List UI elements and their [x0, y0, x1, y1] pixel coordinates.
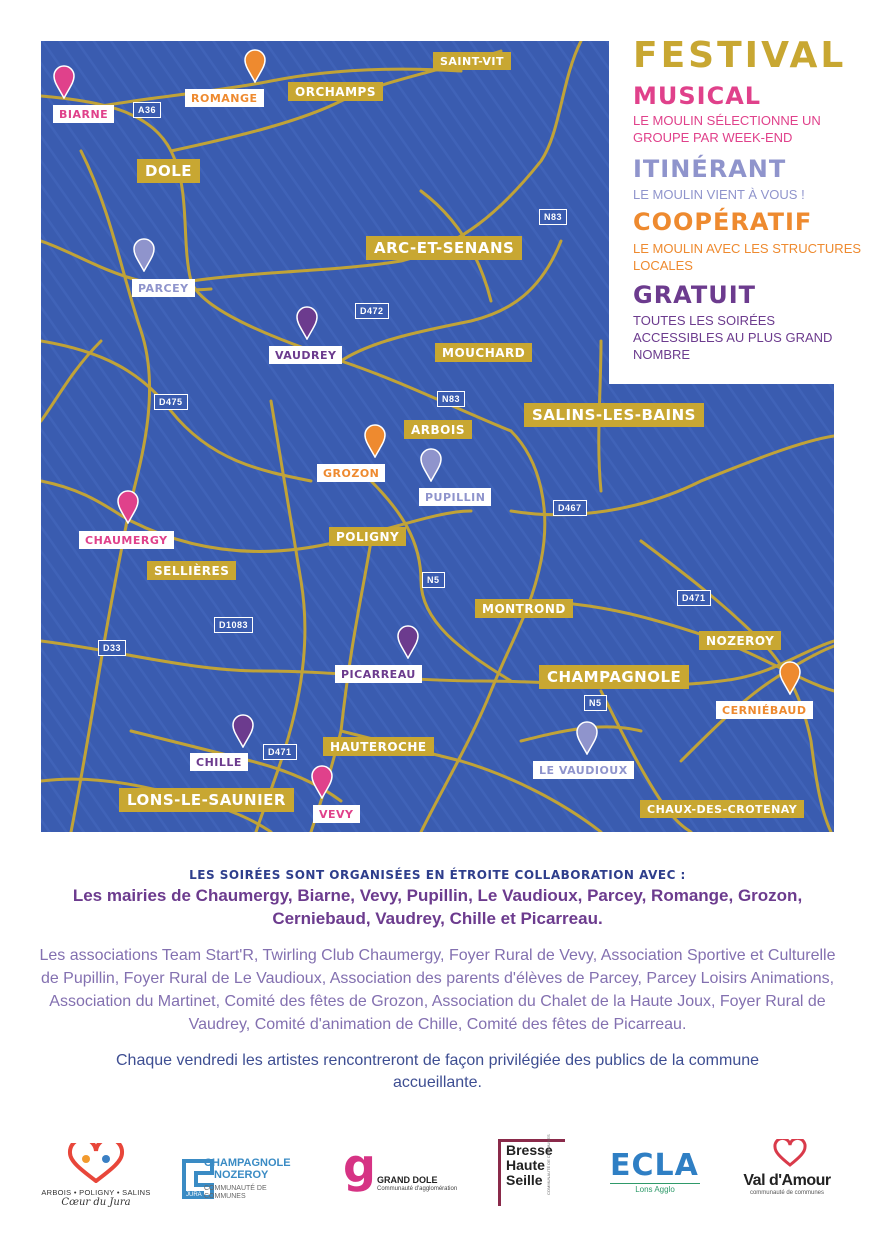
- logo-text: ARBOIS • POLIGNY • SALINS: [41, 1188, 151, 1197]
- road-label: D467: [553, 500, 587, 516]
- map-pin-icon[interactable]: [117, 490, 139, 524]
- logo-text: ECLA: [610, 1148, 699, 1183]
- logo-champagnole-nozeroy[interactable]: [180, 1155, 305, 1210]
- road-label: N83: [539, 209, 567, 225]
- logo-text: COMMUNAUTÉ DE COMMUNES: [546, 1134, 551, 1195]
- village-label-chille[interactable]: CHILLE: [190, 753, 248, 771]
- town-label-arbois: ARBOIS: [404, 420, 472, 439]
- logo-bresse-haute-seille[interactable]: [498, 1134, 568, 1209]
- map-pin-icon[interactable]: [296, 306, 318, 340]
- partner-logos: [0, 1135, 875, 1225]
- town-label-hauteroche: HAUTEROCHE: [323, 737, 434, 756]
- panel-title: FESTIVAL: [633, 35, 847, 76]
- road-label: N83: [437, 391, 465, 407]
- panel-heading-musical: MUSICAL: [633, 82, 762, 110]
- logo-text: COMMUNAUTÉ DE COMMUNES: [204, 1185, 267, 1200]
- logo-text: g: [343, 1139, 376, 1193]
- logo-text: communauté de communes: [749, 1190, 825, 1196]
- town-label-orchamps: ORCHAMPS: [288, 82, 383, 101]
- village-label-chaumergy[interactable]: CHAUMERGY: [79, 531, 174, 549]
- village-label-vevy[interactable]: VEVY: [313, 805, 360, 823]
- town-label-lons-le-saunier: LONS-LE-SAUNIER: [119, 788, 294, 812]
- vendredi-paragraph: Chaque vendredi les artistes rencontreront de façon privilégiée des publics de la commune accueillante.: [115, 1052, 760, 1091]
- heart-icon: [40, 1143, 152, 1183]
- logo-grand-dole[interactable]: [343, 1139, 463, 1209]
- logo-text: Communauté d'agglomération: [377, 1186, 458, 1192]
- map-pin-icon[interactable]: [576, 721, 598, 755]
- road-label: D471: [677, 590, 711, 606]
- map-pin-icon[interactable]: [420, 448, 442, 482]
- village-label-pupillin[interactable]: PUPILLIN: [419, 488, 491, 506]
- logo-text: NOZEROY: [214, 1169, 269, 1181]
- panel-text-cooperatif: LE MOULIN AVEC LES STRUCTURES LOCALES: [633, 241, 862, 273]
- panel-heading-gratuit: GRATUIT: [633, 281, 757, 309]
- map-pin-icon[interactable]: [232, 714, 254, 748]
- logo-text: Haute: [506, 1157, 545, 1173]
- collaboration-intro: LES SOIRÉES SONT ORGANISÉES EN ÉTROITE COLLABORATION AVEC :: [189, 868, 686, 882]
- map-pin-icon[interactable]: [53, 65, 75, 99]
- logo-text: CHAMPAGNOLE: [204, 1157, 291, 1169]
- village-label-cerniebaud[interactable]: CERNIÉBAUD: [716, 701, 813, 719]
- logo-text: Val d'Amour: [743, 1172, 831, 1189]
- map-pin-icon[interactable]: [364, 424, 386, 458]
- heart-outline-icon: [740, 1139, 840, 1167]
- road-label: D472: [355, 303, 389, 319]
- map-pin-icon[interactable]: [133, 238, 155, 272]
- logo-text: Lons Agglo: [610, 1183, 700, 1194]
- logo-val-damour[interactable]: [740, 1139, 840, 1211]
- logo-text: Bresse: [506, 1142, 553, 1158]
- map-pin-icon[interactable]: [244, 49, 266, 83]
- logo-text: GRAND DOLE: [377, 1175, 438, 1185]
- village-label-vaudrey[interactable]: VAUDREY: [269, 346, 342, 364]
- town-label-champagnole: CHAMPAGNOLE: [539, 665, 689, 689]
- mairies-paragraph: Les mairies de Chaumergy, Biarne, Vevy, Pupillin, Le Vaudioux, Parcey, Romange, Grozon, Cerniebaud, Vaudrey, Chille et Picarreau.: [72, 886, 803, 928]
- panel-text-itinerant: LE MOULIN VIENT À VOUS !: [633, 187, 805, 202]
- panel-text-gratuit: TOUTES LES SOIRÉES ACCESSIBLES AU PLUS GRAND NOMBRE: [633, 313, 833, 362]
- collaboration-section: [0, 860, 875, 1094]
- village-label-picarreau[interactable]: PICARREAU: [335, 665, 422, 683]
- town-label-poligny: POLIGNY: [329, 527, 406, 546]
- panel-heading-cooperatif: COOPÉRATIF: [633, 208, 813, 236]
- road-label: D475: [154, 394, 188, 410]
- panel-heading-itinerant: ITINÉRANT: [633, 155, 787, 183]
- town-label-saint-vit: SAINT-VIT: [433, 52, 511, 70]
- road-label: D1083: [214, 617, 253, 633]
- town-label-sellieres: SELLIÈRES: [147, 561, 236, 580]
- town-label-salins-les-bains: SALINS-LES-BAINS: [524, 403, 704, 427]
- town-label-chaux-des-crotenay: CHAUX-DES-CROTENAY: [640, 800, 804, 818]
- panel-text-musical: LE MOULIN SÉLECTIONNE UN GROUPE PAR WEEK-END: [633, 113, 821, 145]
- logo-text: Seille: [506, 1172, 543, 1188]
- road-label: D33: [98, 640, 126, 656]
- road-label: N5: [422, 572, 445, 588]
- town-label-dole: DOLE: [137, 159, 200, 183]
- town-label-arc-et-senans: ARC-ET-SENANS: [366, 236, 522, 260]
- village-label-le-vaudioux[interactable]: LE VAUDIOUX: [533, 761, 634, 779]
- road-label: N5: [584, 695, 607, 711]
- festival-panel: [609, 0, 875, 384]
- town-label-nozeroy: NOZEROY: [699, 631, 781, 650]
- logo-coeur-du-jura[interactable]: [40, 1143, 152, 1223]
- road-label: D471: [263, 744, 297, 760]
- map-pin-icon[interactable]: [779, 661, 801, 695]
- logo-ecla[interactable]: [610, 1148, 705, 1201]
- village-label-grozon[interactable]: GROZON: [317, 464, 385, 482]
- map-pin-icon[interactable]: [311, 765, 333, 799]
- village-label-parcey[interactable]: PARCEY: [132, 279, 195, 297]
- associations-paragraph: Les associations Team Start'R, Twirling Club Chaumergy, Foyer Rural de Vevy, Association Sportive et Culturelle de Pupillin, Foyer Rural de Le Vaudioux, Association des parents d'élèves de Parcey, Parcey Loisirs Animations, Association du Martinet, Comité des fêtes de Grozon, Association du Chalet de la Haute Joux, Foyer Rural de Vaudrey, Comité d'animation de Chille, Comité des fêtes de Picarreau.: [39, 947, 836, 1033]
- road-label: A36: [133, 102, 161, 118]
- logo-text: Cœur du Jura: [61, 1197, 131, 1208]
- town-label-montrond: MONTROND: [475, 599, 573, 618]
- town-label-mouchard: MOUCHARD: [435, 343, 532, 362]
- map-pin-icon[interactable]: [397, 625, 419, 659]
- logo-text: JURA: [186, 1192, 202, 1198]
- village-label-romange[interactable]: ROMANGE: [185, 89, 264, 107]
- village-label-biarne[interactable]: BIARNE: [53, 105, 114, 123]
